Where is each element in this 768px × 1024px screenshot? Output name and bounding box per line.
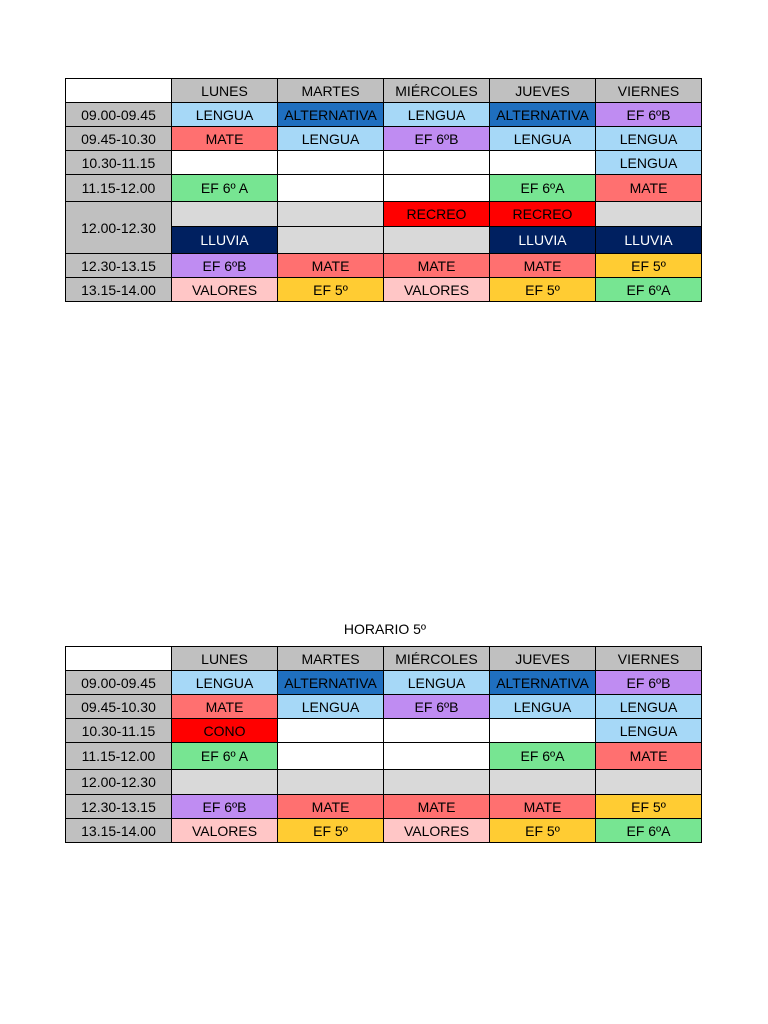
class-cell: EF 5º: [596, 254, 702, 278]
class-cell: [384, 151, 490, 175]
class-cell: EF 5º: [490, 278, 596, 302]
class-cell: LENGUA: [172, 671, 278, 695]
table-row: [66, 770, 702, 795]
class-cell: EF 5º: [490, 819, 596, 843]
day-header: VIERNES: [596, 647, 702, 671]
class-cell: EF 6ºB: [596, 671, 702, 695]
class-cell: LENGUA: [278, 127, 384, 151]
corner-cell: [66, 79, 172, 103]
class-cell: [172, 202, 278, 227]
class-cell: EF 6ºB: [172, 795, 278, 819]
class-cell: LENGUA: [172, 103, 278, 127]
class-cell: LLUVIA: [172, 227, 278, 254]
table-row: [66, 819, 702, 843]
table-row: [66, 254, 702, 278]
header-row: [66, 79, 702, 103]
class-cell: VALORES: [172, 819, 278, 843]
day-header: MIÉRCOLES: [384, 79, 490, 103]
class-cell: [596, 770, 702, 795]
class-cell: MATE: [278, 254, 384, 278]
table-row: [66, 278, 702, 302]
header-row: [66, 647, 702, 671]
class-cell: ALTERNATIVA: [278, 103, 384, 127]
corner-cell: [66, 647, 172, 671]
class-cell: [172, 770, 278, 795]
class-cell: LLUVIA: [596, 227, 702, 254]
table-row: [66, 795, 702, 819]
class-cell: EF 6º A: [172, 743, 278, 770]
time-cell: 09.00-09.45: [66, 103, 172, 127]
table-row: [66, 175, 702, 202]
schedule-table-2: [65, 646, 702, 843]
class-cell: RECREO: [384, 202, 490, 227]
class-cell: MATE: [384, 254, 490, 278]
class-cell: LENGUA: [384, 671, 490, 695]
class-cell: VALORES: [172, 278, 278, 302]
table-row: [66, 671, 702, 695]
time-cell: 09.45-10.30: [66, 695, 172, 719]
table-row: [66, 103, 702, 127]
class-cell: CONO: [172, 719, 278, 743]
table-row: [66, 151, 702, 175]
class-cell: LENGUA: [596, 151, 702, 175]
schedule-title: HORARIO 5º: [343, 621, 427, 637]
table-row: [66, 202, 702, 227]
class-cell: [596, 202, 702, 227]
class-cell: [384, 175, 490, 202]
class-cell: [278, 227, 384, 254]
schedule-table-1: [65, 78, 702, 302]
class-cell: EF 6ºA: [596, 819, 702, 843]
day-header: MIÉRCOLES: [384, 647, 490, 671]
time-cell: 13.15-14.00: [66, 819, 172, 843]
class-cell: EF 6ºA: [490, 743, 596, 770]
class-cell: [278, 719, 384, 743]
class-cell: LENGUA: [278, 695, 384, 719]
time-cell: 12.30-13.15: [66, 254, 172, 278]
class-cell: MATE: [596, 743, 702, 770]
class-cell: EF 6ºA: [596, 278, 702, 302]
class-cell: [172, 151, 278, 175]
class-cell: EF 6º A: [172, 175, 278, 202]
class-cell: MATE: [490, 795, 596, 819]
class-cell: [278, 151, 384, 175]
day-header: JUEVES: [490, 647, 596, 671]
time-cell: 13.15-14.00: [66, 278, 172, 302]
day-header: LUNES: [172, 647, 278, 671]
table-row: [66, 695, 702, 719]
class-cell: LENGUA: [596, 695, 702, 719]
class-cell: [278, 175, 384, 202]
class-cell: EF 6ºA: [490, 175, 596, 202]
time-cell: 10.30-11.15: [66, 719, 172, 743]
class-cell: MATE: [490, 254, 596, 278]
time-cell: 11.15-12.00: [66, 743, 172, 770]
class-cell: EF 6ºB: [596, 103, 702, 127]
class-cell: EF 5º: [278, 278, 384, 302]
class-cell: LENGUA: [490, 695, 596, 719]
class-cell: MATE: [596, 175, 702, 202]
class-cell: LENGUA: [596, 719, 702, 743]
class-cell: [278, 770, 384, 795]
class-cell: LENGUA: [490, 127, 596, 151]
class-cell: [278, 743, 384, 770]
class-cell: [384, 770, 490, 795]
time-cell: 09.45-10.30: [66, 127, 172, 151]
class-cell: EF 6ºB: [384, 695, 490, 719]
class-cell: [384, 743, 490, 770]
class-cell: RECREO: [490, 202, 596, 227]
table-row: [66, 127, 702, 151]
time-cell: 09.00-09.45: [66, 671, 172, 695]
class-cell: [384, 719, 490, 743]
time-cell: 12.00-12.30: [66, 202, 172, 254]
class-cell: VALORES: [384, 819, 490, 843]
day-header: VIERNES: [596, 79, 702, 103]
day-header: LUNES: [172, 79, 278, 103]
class-cell: MATE: [172, 695, 278, 719]
class-cell: [278, 202, 384, 227]
class-cell: ALTERNATIVA: [490, 103, 596, 127]
day-header: JUEVES: [490, 79, 596, 103]
table-row: [66, 743, 702, 770]
class-cell: MATE: [384, 795, 490, 819]
class-cell: LLUVIA: [490, 227, 596, 254]
time-cell: 11.15-12.00: [66, 175, 172, 202]
class-cell: ALTERNATIVA: [278, 671, 384, 695]
class-cell: [490, 770, 596, 795]
class-cell: VALORES: [384, 278, 490, 302]
table-row: [66, 719, 702, 743]
class-cell: [384, 227, 490, 254]
class-cell: EF 5º: [278, 819, 384, 843]
class-cell: MATE: [278, 795, 384, 819]
class-cell: EF 5º: [596, 795, 702, 819]
class-cell: LENGUA: [596, 127, 702, 151]
time-cell: 12.00-12.30: [66, 770, 172, 795]
class-cell: [490, 151, 596, 175]
class-cell: EF 6ºB: [172, 254, 278, 278]
day-header: MARTES: [278, 647, 384, 671]
class-cell: LENGUA: [384, 103, 490, 127]
class-cell: [490, 719, 596, 743]
class-cell: ALTERNATIVA: [490, 671, 596, 695]
class-cell: EF 6ºB: [384, 127, 490, 151]
time-cell: 10.30-11.15: [66, 151, 172, 175]
class-cell: MATE: [172, 127, 278, 151]
time-cell: 12.30-13.15: [66, 795, 172, 819]
day-header: MARTES: [278, 79, 384, 103]
